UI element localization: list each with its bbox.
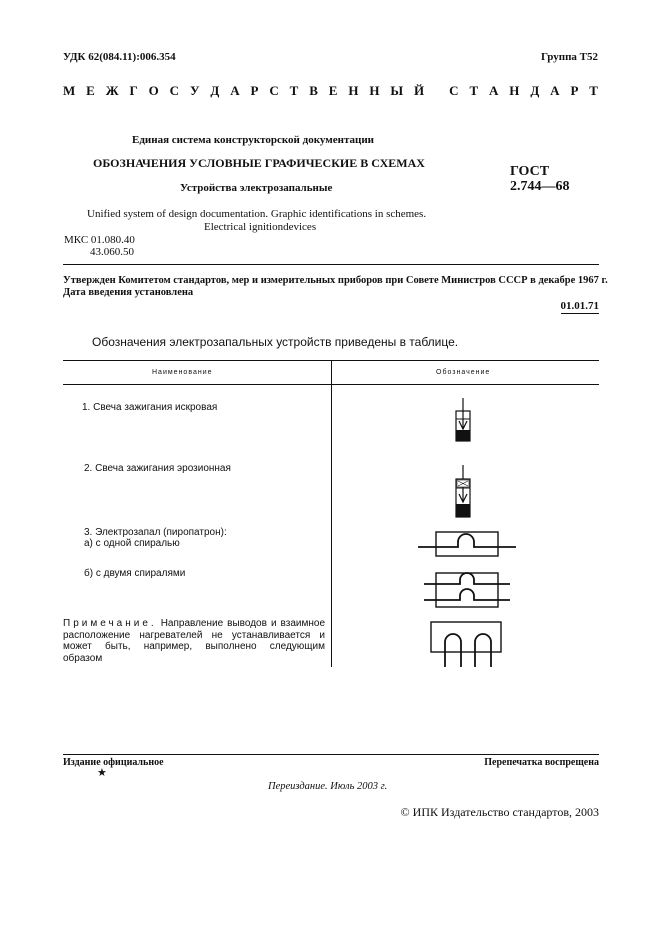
standard-heading-letter: А xyxy=(230,83,240,98)
erosion-spark-plug-symbol xyxy=(450,465,480,520)
standard-heading-letter: Н xyxy=(348,83,359,98)
note-label: Примечание. xyxy=(63,618,157,629)
system-name: Единая система конструкторской документации xyxy=(132,134,374,146)
gost-designation xyxy=(510,164,570,194)
english-title-line2: Electrical ignitiondevices xyxy=(204,221,317,233)
footer-divider xyxy=(63,754,599,755)
document-title: ОБОЗНАЧЕНИЯ УСЛОВНЫЕ ГРАФИЧЕСКИЕ В СХЕМАХ xyxy=(93,156,425,170)
standard-heading-letter: В xyxy=(309,83,318,98)
table-row: а) с одной спиралью xyxy=(84,538,180,549)
standard-heading-letter: С xyxy=(269,83,279,98)
standard-heading-letter: Г xyxy=(129,83,138,98)
star-icon: ★ xyxy=(97,767,107,779)
gost-number: 2.744—68 xyxy=(510,179,570,194)
standard-heading-letter: Т xyxy=(469,83,479,98)
igniter-single-coil-symbol xyxy=(418,526,516,560)
intro-text: Обозначения электрозапальных устройств приведены в таблице. xyxy=(92,335,459,349)
standard-heading-letter: Ы xyxy=(390,83,404,98)
standard-heading-letter: М xyxy=(63,83,76,98)
standard-heading-letter xyxy=(435,83,438,99)
mks-code-1: МКС 01.080.40 xyxy=(64,234,135,246)
gost-label: ГОСТ xyxy=(510,164,550,179)
standard-heading-letter: С xyxy=(449,83,459,98)
standard-heading-letter: Т xyxy=(589,83,598,98)
standard-heading-letter: О xyxy=(148,83,159,98)
standard-heading-letter: Р xyxy=(570,83,579,98)
group-code: Группа Т52 xyxy=(540,51,598,63)
header-divider xyxy=(63,264,599,265)
table-column-divider xyxy=(331,360,332,667)
approval-text: Утвержден Комитетом стандартов, мер и измерительных приборов при Совете Министров СССР в декабре 1967 г. xyxy=(63,275,608,286)
standard-heading-letter: А xyxy=(550,83,560,98)
copyright: © ИПК Издательство стандартов, 2003 xyxy=(400,805,599,819)
standard-heading-letter: Д xyxy=(530,83,540,98)
standard-heading-letter: Й xyxy=(414,83,425,98)
note-text: Направление выводов и взаимное расположение нагревателей не устанавливается и может быть, например, выполнено следующим образом xyxy=(63,618,325,664)
igniter-note-example-symbol xyxy=(428,620,504,668)
official-edition: Издание официальное xyxy=(63,757,164,768)
standard-heading-letter: Н xyxy=(369,83,380,98)
standard-heading-letter: Д xyxy=(210,83,220,98)
table-header-name: Наименование xyxy=(152,369,213,376)
reissue-note: Переиздание. Июль 2003 г. xyxy=(268,781,388,792)
igniter-double-coil-symbol xyxy=(424,569,510,609)
standard-heading-letter: С xyxy=(169,83,180,98)
spark-plug-symbol xyxy=(450,398,480,446)
standard-heading-letter: У xyxy=(189,83,200,98)
table-header-symbol: Обозначение xyxy=(436,369,491,376)
english-title-line1: Unified system of design documentation. Graphic identifications in schemes. xyxy=(87,208,427,220)
table-row: б) с двумя спиралями xyxy=(84,568,186,579)
date-label: Дата введения установлена xyxy=(63,287,194,298)
standard-heading-letter: Ж xyxy=(105,83,119,98)
standard-heading-letter: Т xyxy=(289,83,299,98)
mks-code-2: 43.060.50 xyxy=(90,246,134,258)
standard-heading-letter: Е xyxy=(328,83,338,98)
udk-code: УДК 62(084.11):006.354 xyxy=(63,51,176,63)
standard-heading-letter: Е xyxy=(86,83,95,98)
table-row: 2. Свеча зажигания эрозионная xyxy=(84,463,231,474)
date-value: 01.01.71 xyxy=(560,300,599,312)
table-row: 1. Свеча зажигания искровая xyxy=(82,402,218,413)
table-row: 3. Электрозапал (пиропатрон): xyxy=(84,527,227,538)
standard-heading-letter: Р xyxy=(250,83,259,98)
reprint-notice: Перепечатка воспрещена xyxy=(484,757,599,768)
standard-heading xyxy=(63,83,598,99)
standard-heading-letter: А xyxy=(489,83,499,98)
table-note xyxy=(63,618,325,664)
document-subtitle: Устройства электрозапальные xyxy=(180,182,333,194)
standard-heading-letter: Н xyxy=(509,83,520,98)
